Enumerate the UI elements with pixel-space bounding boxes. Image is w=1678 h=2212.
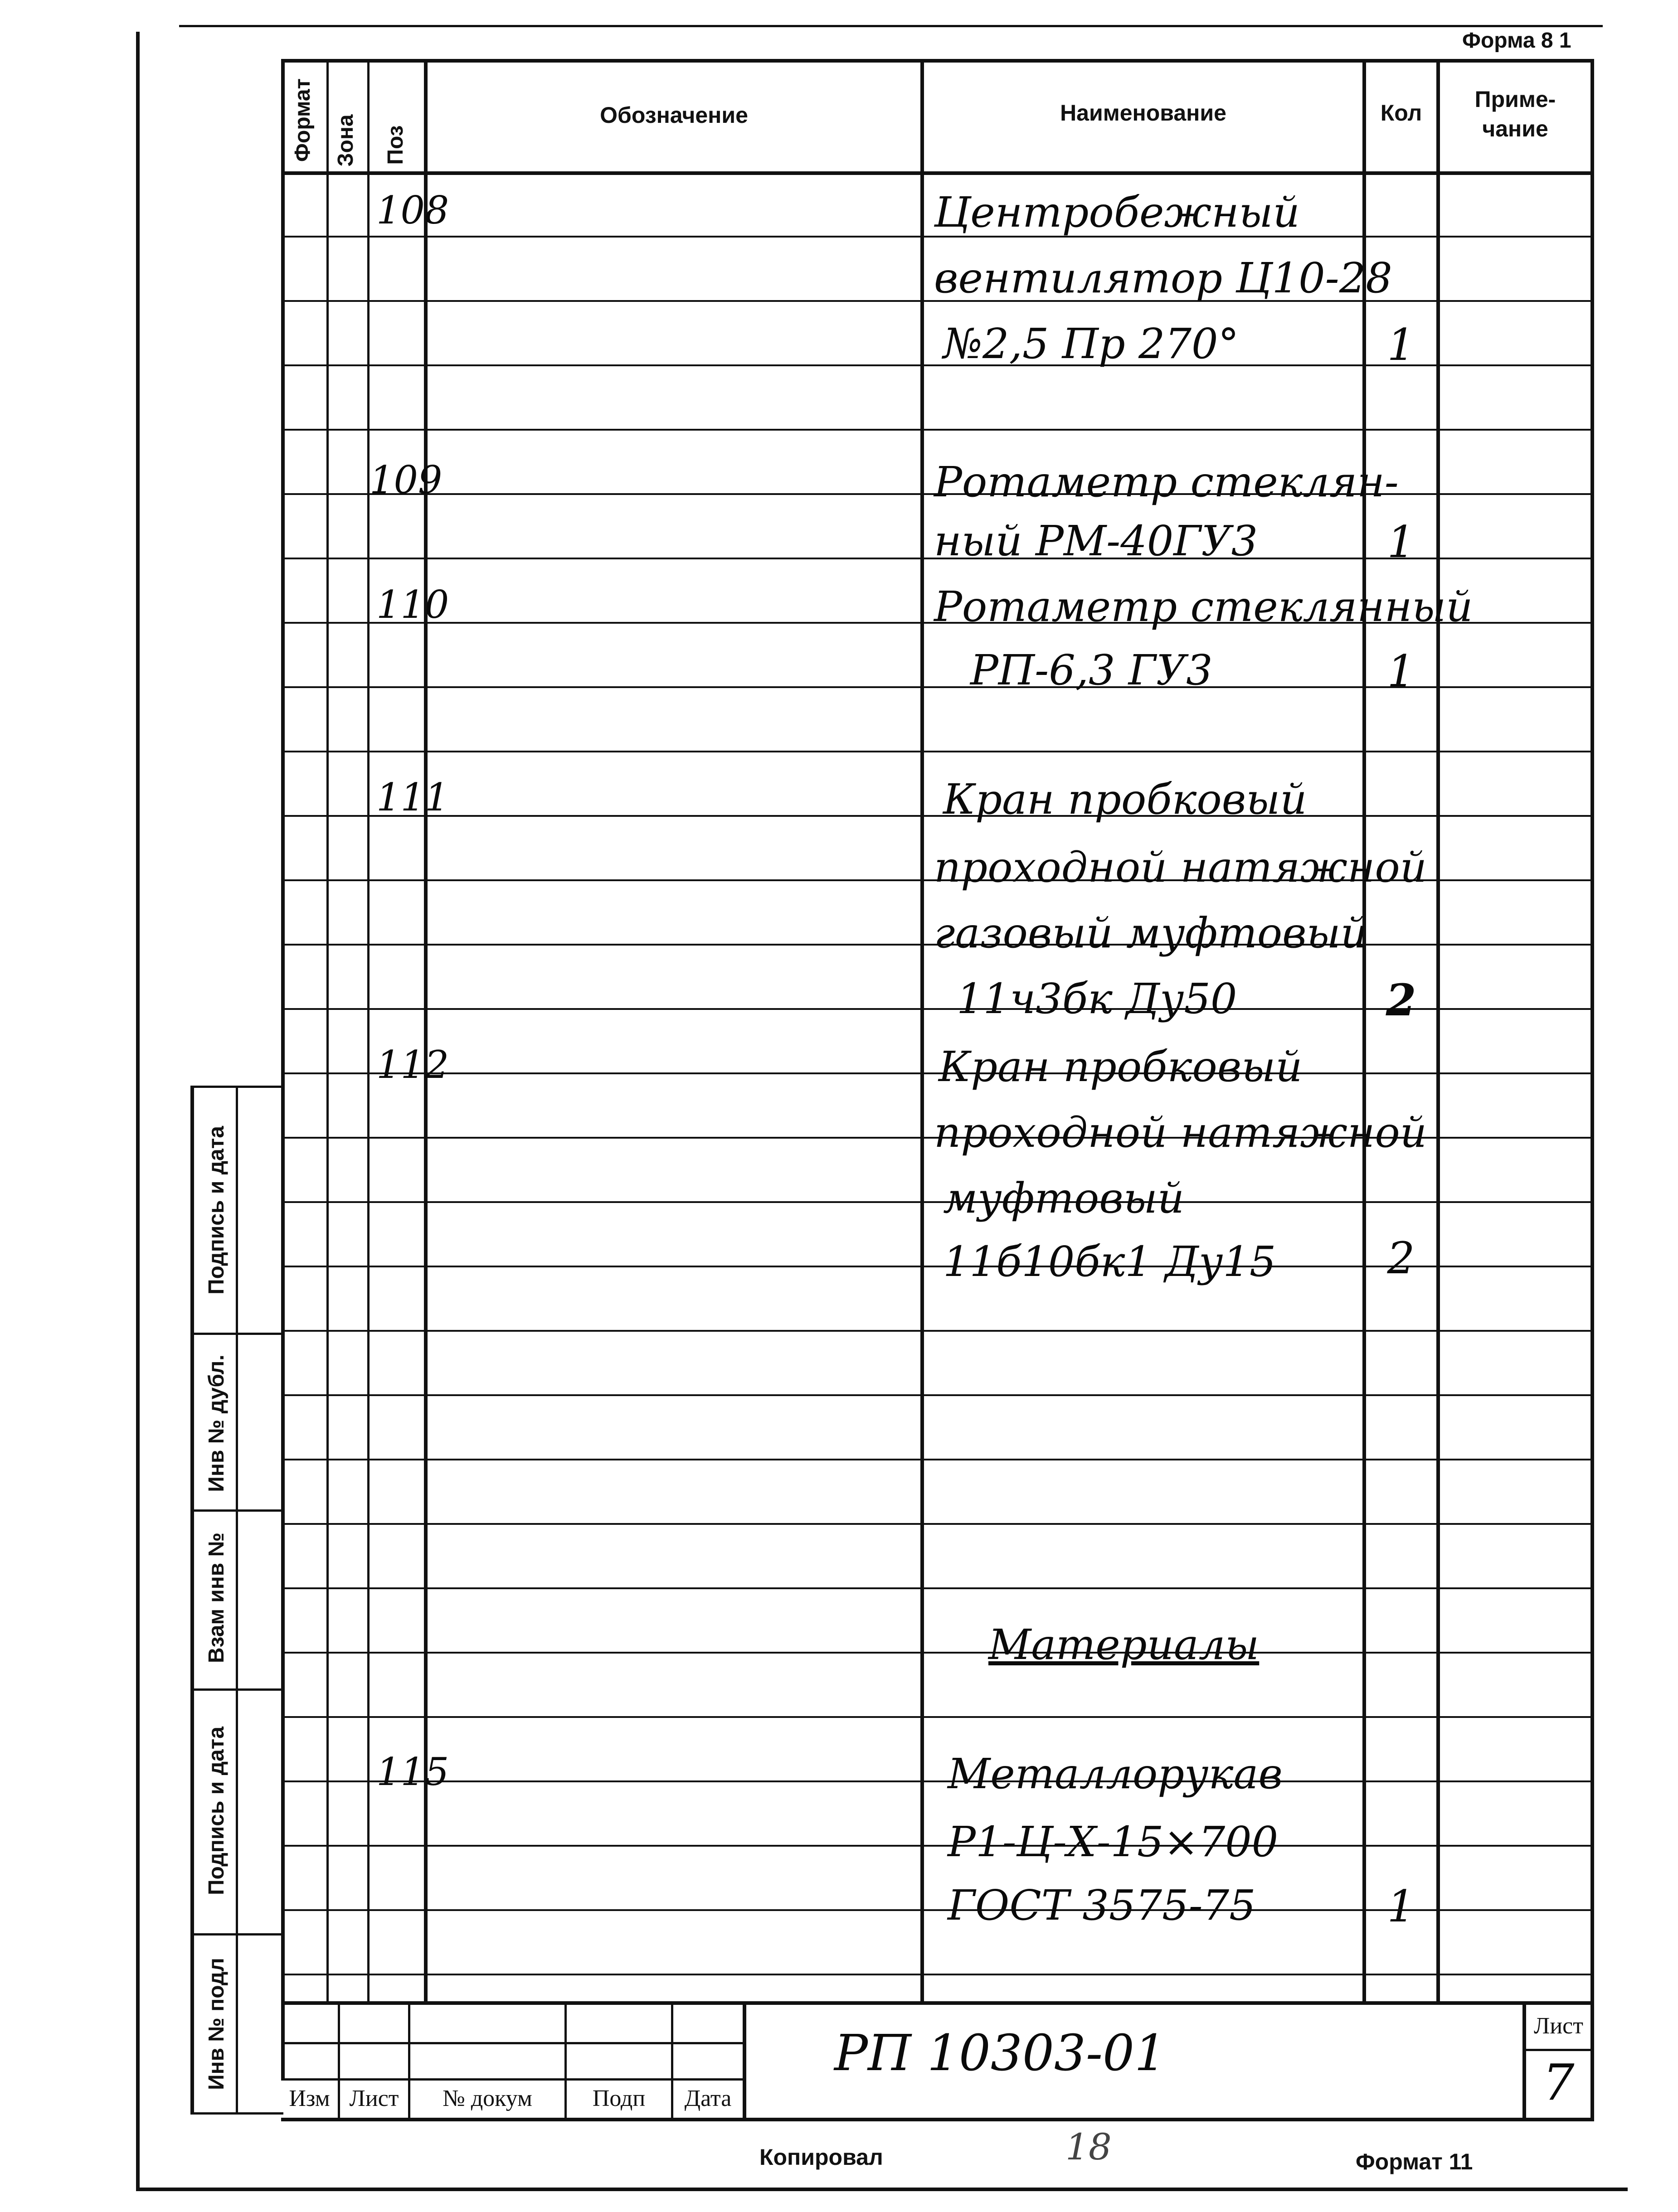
sheet-number: 7: [1542, 2053, 1575, 2111]
row-name-1: вентилятор Ц10-28: [934, 254, 1392, 302]
header-note-line1: Приме-: [1474, 87, 1556, 112]
footer-format: Формат 11: [1356, 2149, 1473, 2174]
row-pos-112: 112: [376, 1043, 449, 1087]
row-name-6: РП-6,3 ГУ3: [970, 646, 1213, 694]
tb-label-sheet: Лист: [1534, 2013, 1583, 2039]
row-name-4: ный РМ-40ГУ3: [934, 517, 1258, 565]
table-top-border: [281, 59, 1594, 63]
row-name-14: 11б10бк1 Ду15: [943, 1237, 1276, 1286]
row-qty-6: 1: [1387, 646, 1415, 697]
outer-frame-top: [179, 25, 1603, 27]
row-name-8: проходной натяжной: [934, 843, 1427, 892]
section-materials: Материалы: [988, 1620, 1260, 1669]
row-pos-111: 111: [376, 775, 449, 820]
row-qty-2: 1: [1387, 320, 1415, 370]
row-grid-line: [283, 1072, 1591, 1074]
table-right-border: [1590, 59, 1594, 2121]
header-bottom-border: [281, 171, 1594, 175]
titleblock-sheet-sep: [1523, 2049, 1594, 2051]
tb-label-data: Дата: [684, 2086, 732, 2111]
row-name-0: Центробежный: [934, 188, 1300, 237]
row-name-5: Ротаметр стеклянный: [934, 582, 1473, 631]
row-pos-109: 109: [370, 458, 443, 502]
row-pos-115: 115: [376, 1750, 449, 1794]
row-name-3: Ротаметр стеклян-: [934, 458, 1399, 506]
row-name-9: газовый муфтовый: [934, 909, 1367, 957]
row-grid-line: [283, 1716, 1591, 1718]
col-sep-format-zone: [326, 59, 329, 2003]
row-name-17: Р1-Ц-Х-15×700: [948, 1818, 1279, 1866]
row-qty-18: 1: [1387, 1881, 1415, 1932]
titleblock-row-2: [281, 2078, 744, 2081]
row-grid-line: [283, 1652, 1591, 1654]
row-name-18: ГОСТ 3575-75: [948, 1881, 1256, 1930]
row-pos-108: 108: [376, 188, 449, 233]
row-qty-14: 2: [1387, 1233, 1415, 1284]
side-strip-middle: [236, 1086, 238, 2115]
side-label-vzam-inv: Взам инв №: [204, 1532, 229, 1664]
row-grid-line: [283, 1845, 1591, 1847]
titleblock-top: [281, 2001, 1594, 2005]
row-name-2: №2,5 Пр 270°: [943, 320, 1239, 368]
row-name-13: муфтовый: [943, 1174, 1185, 1222]
row-grid-line: [283, 751, 1591, 752]
row-grid-line: [283, 1780, 1591, 1782]
row-grid-line: [283, 1394, 1591, 1396]
tb-col-data: [743, 2001, 746, 2119]
row-qty-10: 2: [1386, 975, 1416, 1026]
row-grid-line: [283, 1523, 1591, 1525]
row-name-12: проходной натяжной: [934, 1108, 1427, 1157]
header-format: Формат: [291, 78, 315, 162]
tb-label-podp: Подп: [592, 2086, 646, 2111]
table-left-border: [281, 59, 285, 2081]
side-strip-left: [190, 1086, 194, 2115]
row-qty-4: 1: [1387, 517, 1415, 568]
tb-label-izm: Изм: [289, 2086, 330, 2111]
row-grid-line: [283, 1330, 1591, 1332]
tb-label-list: Лист: [349, 2086, 399, 2111]
outer-frame-bottom: [136, 2188, 1628, 2191]
side-label-inv-podl: Инв № подл: [204, 1958, 229, 2090]
row-name-10: 11ч3бк Ду50: [957, 975, 1237, 1023]
row-grid-line: [283, 429, 1591, 431]
side-label-sign-date-bottom: Подпись и дата: [204, 1727, 229, 1895]
row-grid-line: [283, 1201, 1591, 1203]
row-grid-line: [283, 815, 1591, 817]
document-code: РП 10303-01: [834, 2024, 1166, 2082]
row-pos-110: 110: [376, 582, 449, 627]
row-name-11: Кран пробковый: [939, 1043, 1303, 1091]
header-note-line2: чание: [1482, 116, 1548, 141]
tb-label-docno: № докум: [443, 2086, 532, 2111]
titleblock-row-1: [281, 2042, 744, 2044]
col-sep-zone-pos: [367, 59, 370, 2003]
row-grid-line: [283, 1587, 1591, 1589]
header-zone: Зона: [334, 114, 358, 167]
header-qty: Кол: [1380, 100, 1422, 126]
form-label: Форма 8 1: [1462, 29, 1571, 53]
footer-mark: 18: [1065, 2126, 1112, 2168]
col-sep-designation-name: [920, 59, 924, 2003]
header-pos: Поз: [384, 125, 408, 165]
row-grid-line: [283, 1459, 1591, 1460]
titleblock-bottom: [281, 2118, 1594, 2121]
header-name: Наименование: [1060, 100, 1226, 126]
row-grid-line: [283, 1974, 1591, 1975]
row-name-16: Металлорукав: [948, 1750, 1283, 1798]
header-designation: Обозначение: [600, 102, 748, 128]
outer-frame-left: [136, 32, 140, 2189]
row-name-7: Кран пробковый: [943, 775, 1307, 824]
side-label-sign-date-top: Подпись и дата: [204, 1126, 229, 1295]
footer-copied: Копировал: [759, 2144, 883, 2170]
side-label-inv-dubl: Инв № дубл.: [204, 1354, 229, 1492]
col-sep-pos-designation: [424, 59, 428, 2003]
